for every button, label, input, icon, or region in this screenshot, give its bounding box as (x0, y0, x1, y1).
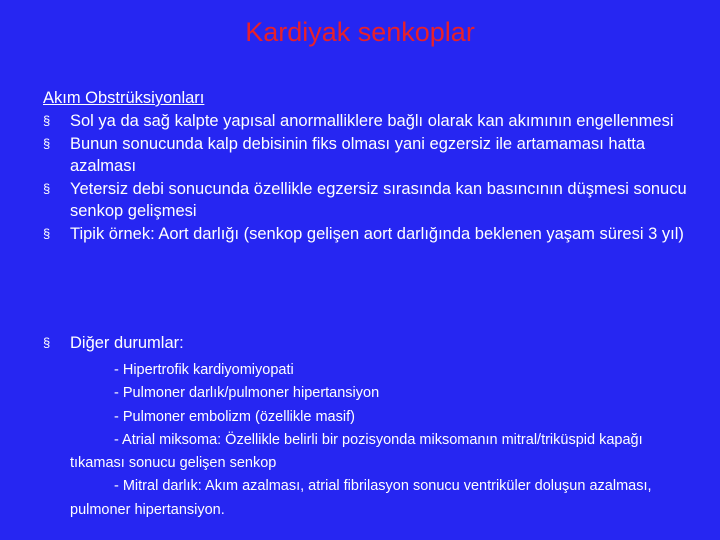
sub-item: - Hipertrofik kardiyomiyopati (114, 362, 294, 378)
section-bullet-icon: § (43, 335, 51, 350)
bullet-text: Sol ya da sağ kalpte yapısal anormalliklere bağlı olarak kan akımının engellenmesi (70, 112, 674, 130)
sub-item: - Pulmoner darlık/pulmoner hipertansiyon (114, 385, 380, 402)
bullet-item (43, 133, 693, 178)
section-bullet-icon: § (43, 180, 51, 196)
section-bullet-icon: § (43, 135, 51, 151)
sub-item: - Mitral darlık: Akım azalması, atrial fibrilasyon sonucu ventriküler doluşun azalması, pulmoner hipertansiyon. (70, 478, 652, 518)
sub-item: - Pulmoner embolizm (özellikle masif) (114, 408, 355, 425)
bullet-item (43, 178, 693, 223)
section-bullet-icon: § (43, 225, 51, 241)
other-conditions-sublist (70, 359, 690, 522)
section-bullet-icon: § (43, 113, 51, 128)
section-heading: Akım Obstrüksiyonları (43, 89, 205, 107)
other-conditions-list (43, 332, 693, 355)
slide-title: Kardiyak senkoplar (245, 17, 475, 47)
bullet-item (43, 110, 693, 133)
bullet-list (43, 110, 693, 245)
other-conditions-label: Diğer durumlar: (70, 334, 184, 352)
bullet-text: Bunun sonucunda kalp debisinin fiks olması yani egzersiz ile artamaması hatta azalması (70, 134, 646, 175)
other-conditions-item (43, 332, 693, 355)
bullet-text: Yetersiz debi sonucunda özellikle egzersiz sırasında kan basıncının düşmesi sonucu senkop gelişmesi (70, 179, 687, 220)
sub-item: - Atrial miksoma: Özellikle belirli bir pozisyonda miksomanın mitral/triküspid kapağı tıkaması sonucu gelişen senkop (70, 431, 643, 472)
bullet-text: Tipik örnek: Aort darlığı (senkop gelişen aort darlığında beklenen yaşam süresi 3 yıl) (70, 224, 684, 243)
bullet-item (43, 223, 693, 246)
